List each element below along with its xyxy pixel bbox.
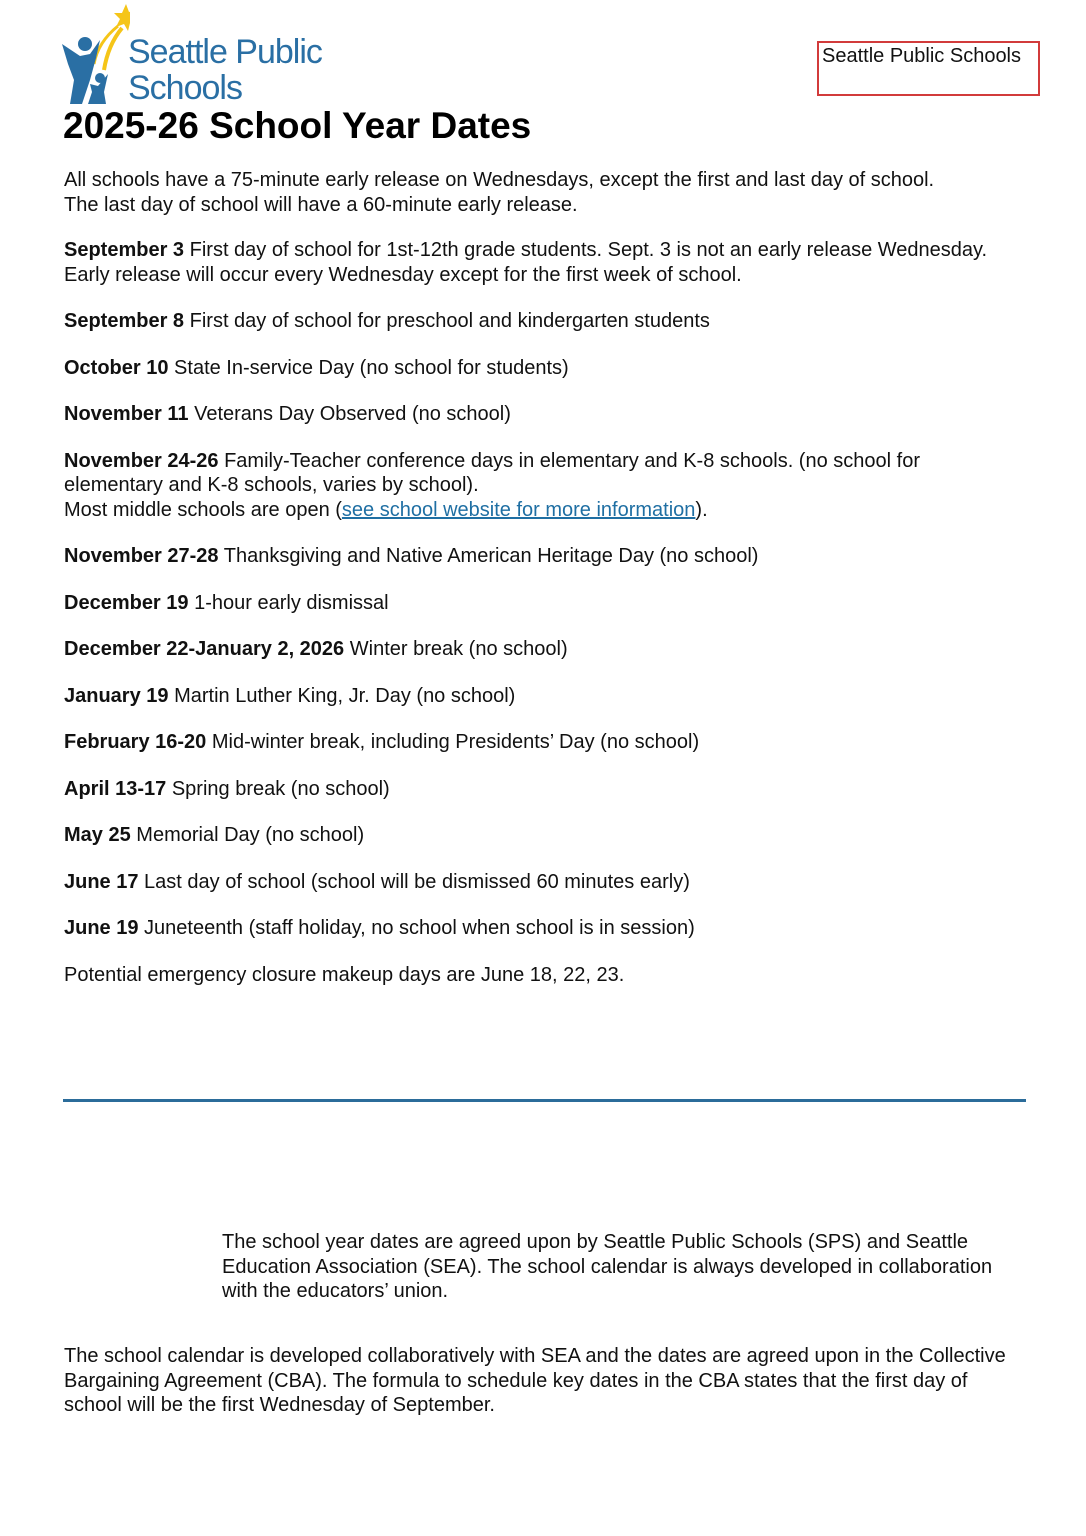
event-item bbox=[64, 449, 1024, 523]
event-item bbox=[64, 870, 1024, 895]
intro-line-2: The last day of school will have a 60-minute early release. bbox=[64, 193, 578, 216]
intro-paragraph bbox=[64, 168, 1024, 217]
event-date: December 19 bbox=[64, 591, 189, 614]
event-item bbox=[64, 730, 1024, 755]
intro-line-1: All schools have a 75-minute early release on Wednesdays, except the first and last day of school. bbox=[64, 169, 935, 191]
event-date: June 19 bbox=[64, 917, 139, 939]
event-item bbox=[64, 356, 1024, 381]
event-date: October 10 bbox=[64, 356, 169, 379]
dates-content bbox=[64, 168, 1024, 1009]
cba-footer-paragraph: The school calendar is developed collaboratively with SEA and the dates are agreed upon in the Collective Bargaining Agreement (CBA). The formula to schedule key dates in the CBA states that the first day of school will be the first Wednesday of September. bbox=[64, 1345, 1006, 1416]
logo-wordmark bbox=[128, 34, 322, 106]
event-date: May 25 bbox=[64, 824, 131, 846]
middle-school-note: Most middle schools are open ( bbox=[64, 498, 342, 521]
event-date: September 3 bbox=[64, 239, 185, 261]
event-date: November 27-28 bbox=[64, 545, 219, 567]
agreement-note: The school year dates are agreed upon by Seattle Public Schools (SPS) and Seattle Education Association (SEA). The school calendar is always developed in collaboration with the educators’ union. bbox=[222, 1231, 993, 1302]
event-item bbox=[64, 684, 1024, 709]
event-item bbox=[64, 238, 1024, 287]
event-desc: Veterans Day Observed (no school) bbox=[194, 403, 511, 425]
event-desc: Family-Teacher conference days in elementary and K-8 schools. (no school for elementary and K-8 schools, varies by school). bbox=[64, 449, 920, 496]
event-item bbox=[64, 544, 1024, 569]
middle-school-note-end: ). bbox=[695, 498, 708, 521]
event-date: November 11 bbox=[64, 403, 189, 425]
event-item bbox=[64, 591, 1024, 616]
section-divider bbox=[63, 1099, 1026, 1102]
sps-logo bbox=[60, 0, 350, 110]
event-desc: Winter break (no school) bbox=[349, 638, 568, 660]
event-item bbox=[64, 823, 1024, 848]
event-item bbox=[64, 402, 1024, 427]
event-item bbox=[64, 916, 1024, 941]
event-desc: First day of school for 1st-12th grade students. Sept. 3 is not an early release Wednesday. Early release will occur every Wednesday except for the first week of school. bbox=[64, 239, 988, 286]
event-date: November 24-26 bbox=[64, 449, 219, 472]
event-desc: Martin Luther King, Jr. Day (no school) bbox=[174, 684, 516, 707]
logo-line-1: Seattle Public bbox=[128, 33, 322, 71]
event-desc: State In-service Day (no school for students) bbox=[174, 356, 569, 379]
event-date: April 13-17 bbox=[64, 777, 167, 800]
makeup-days: Potential emergency closure makeup days are June 18, 22, 23. bbox=[64, 963, 625, 986]
event-item bbox=[64, 777, 1024, 802]
event-item bbox=[64, 637, 1024, 662]
event-desc: First day of school for preschool and kindergarten students bbox=[189, 310, 710, 332]
event-desc: Thanksgiving and Native American Heritage Day (no school) bbox=[223, 545, 759, 567]
event-desc: Juneteenth (staff holiday, no school when school is in session) bbox=[144, 917, 695, 939]
header-label-box: Seattle Public Schools bbox=[817, 41, 1040, 96]
event-desc: 1-hour early dismissal bbox=[194, 591, 389, 614]
event-desc: Spring break (no school) bbox=[171, 777, 390, 800]
event-desc: Memorial Day (no school) bbox=[136, 824, 365, 846]
event-date: December 22-January 2, 2026 bbox=[64, 638, 345, 660]
event-desc: Last day of school (school will be dismissed 60 minutes early) bbox=[144, 870, 690, 893]
page-title: 2025-26 School Year Dates bbox=[63, 105, 532, 146]
event-date: June 17 bbox=[64, 870, 139, 893]
event-item bbox=[64, 309, 1024, 334]
event-date: February 16-20 bbox=[64, 731, 207, 753]
event-date: September 8 bbox=[64, 310, 185, 332]
school-website-link[interactable]: see school website for more information bbox=[341, 498, 696, 521]
logo-figures-star-icon bbox=[60, 0, 130, 110]
logo-line-2: Schools bbox=[128, 69, 242, 107]
event-desc: Mid-winter break, including Presidents’ Day (no school) bbox=[211, 731, 700, 753]
event-date: January 19 bbox=[64, 684, 169, 707]
